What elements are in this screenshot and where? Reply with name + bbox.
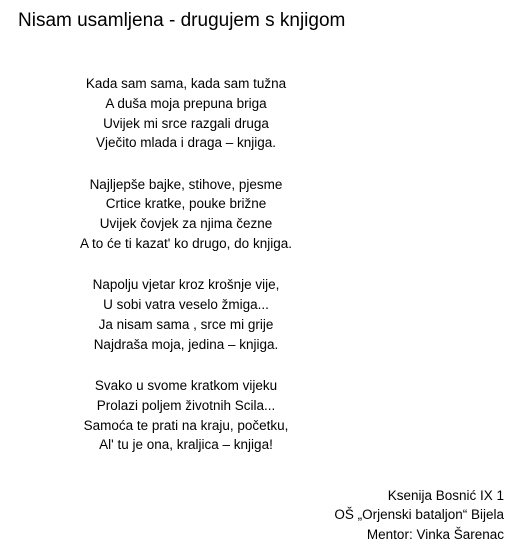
- poem-line: Najdraša moja, jedina – knjiga.: [93, 336, 279, 352]
- poem-line: Prolazi poljem životnih Scila...: [96, 397, 276, 413]
- mentor-name: Mentor: Vinka Šarenac: [366, 526, 504, 542]
- stanza-4: [0, 376, 372, 455]
- poem-line: Svako u svome kratkom vijeku: [94, 378, 278, 394]
- poem-line: Ja nisam sama , srce mi grije: [98, 316, 274, 332]
- poem-line: Al' tu je ona, kraljica – knjiga!: [99, 437, 273, 453]
- poem-line: Vječito mlada i draga – knjiga.: [95, 135, 277, 151]
- signature-block: [334, 486, 504, 544]
- poem-line: U sobi vatra veselo žmiga...: [103, 297, 269, 313]
- poem-line: Samoća te prati na kraju, početku,: [83, 417, 289, 433]
- poem-line: Crtice kratke, pouke brižne: [105, 196, 267, 212]
- stanza-3: [0, 275, 372, 354]
- poem: [0, 74, 372, 477]
- school-name: OŠ „Orjenski bataljon“ Bijela: [334, 507, 504, 523]
- stanza-2: [0, 175, 372, 254]
- poem-line: Uvijek mi srce razgali druga: [103, 115, 269, 131]
- poem-line: A to će ti kazat' ko drugo, do knjiga.: [80, 236, 292, 252]
- poem-line: Uvijek čovjek za njima čezne: [99, 216, 273, 232]
- poem-line: Kada sam sama, kada sam tužna: [85, 76, 287, 91]
- author-name: Ksenija Bosnić IX 1: [387, 488, 504, 503]
- poem-line: A duša moja prepuna briga: [105, 95, 267, 111]
- stanza-1: [0, 74, 372, 153]
- poem-line: Najljepše bajke, stihove, pjesme: [89, 176, 283, 192]
- poem-line: Napolju vjetar kroz krošnje vije,: [92, 277, 280, 293]
- page-title: Nisam usamljena - drugujem s knjigom: [18, 10, 346, 31]
